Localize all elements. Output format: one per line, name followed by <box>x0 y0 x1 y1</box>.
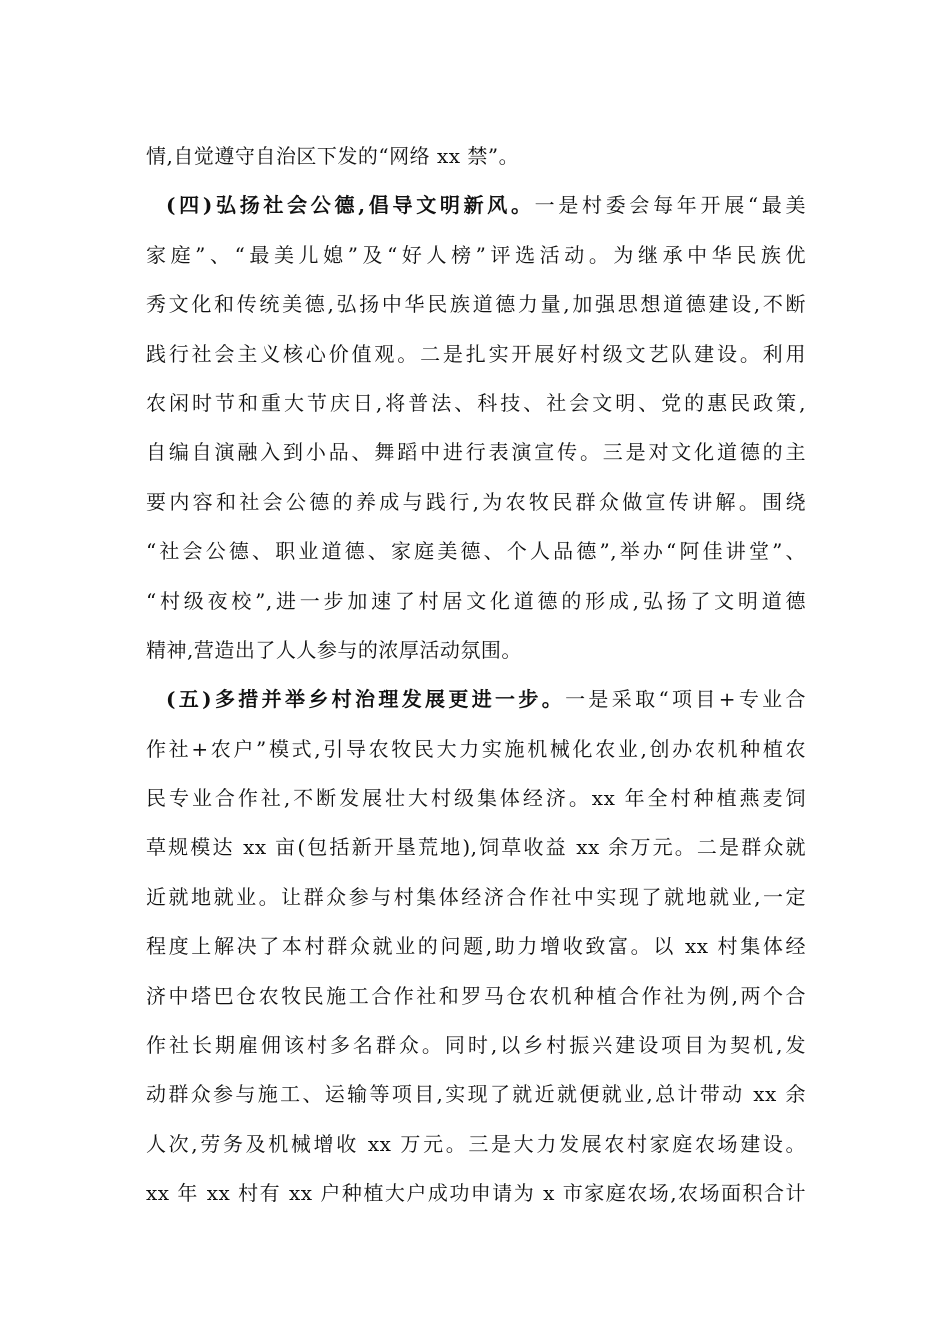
text-line <box>146 873 806 922</box>
text-line <box>146 1021 806 1070</box>
paragraph-heading-line <box>146 181 806 230</box>
line-text: 农闲时节和重大节庆日,将普法、科技、社会文明、党的惠民政策, <box>146 390 806 415</box>
line-text: 程度上解决了本村群众就业的问题,助力增收致富。以 xx 村集体经 <box>146 934 806 959</box>
line-text: 人次,劳务及机械增收 xx 万元。三是大力发展农村家庭农场建设。 <box>146 1131 806 1156</box>
line-text: 动群众参与施工、运输等项目,实现了就近就便就业,总计带动 xx 余 <box>146 1082 806 1107</box>
text-line <box>146 577 806 626</box>
document-body <box>146 132 806 1219</box>
line-text: 一是采取“项目+专业合 <box>565 687 806 712</box>
line-text: 精神,营造出了人人参与的浓厚活动氛围。 <box>146 637 522 662</box>
line-text: 自编自演融入到小品、舞蹈中进行表演宣传。三是对文化道德的主 <box>146 440 806 465</box>
line-text: 一是村委会每年开展“最美 <box>534 193 806 218</box>
text-line <box>146 330 806 379</box>
text-line <box>146 922 806 971</box>
section-heading: (四)弘扬社会公德,倡导文明新风。 <box>166 193 535 218</box>
text-line <box>146 725 806 774</box>
text-line <box>146 231 806 280</box>
text-line <box>146 1120 806 1169</box>
line-text: “村级夜校”,进一步加速了村居文化道德的形成,弘扬了文明道德 <box>146 588 806 613</box>
text-line <box>146 1169 806 1218</box>
line-text: 家庭”、“最美儿媳”及“好人榜”评选活动。为继承中华民族优 <box>146 242 806 267</box>
section-heading: (五)多措并举乡村治理发展更进一步。 <box>166 687 566 712</box>
line-text: 草规模达 xx 亩(包括新开垦荒地),饲草收益 xx 余万元。二是群众就 <box>146 835 806 860</box>
text-line <box>146 527 806 576</box>
text-line <box>146 478 806 527</box>
line-text: 济中塔巴仓农牧民施工合作社和罗马仓农机种植合作社为例,两个合 <box>146 983 806 1008</box>
line-text: 要内容和社会公德的养成与践行,为农牧民群众做宣传讲解。围绕 <box>146 489 806 514</box>
line-text: 情,自觉遵守自治区下发的“网络 xx 禁”。 <box>146 144 520 168</box>
text-line <box>146 626 806 675</box>
line-text: xx 年 xx 村有 xx 户种植大户成功申请为 x 市家庭农场,农场面积合计 <box>146 1181 806 1206</box>
line-text: 践行社会主义核心价值观。二是扎实开展好村级文艺队建设。利用 <box>146 341 806 366</box>
paragraph-heading-line <box>146 675 806 724</box>
text-line <box>146 132 806 181</box>
line-text: 民专业合作社,不断发展壮大村级集体经济。xx 年全村种植燕麦饲 <box>146 786 806 811</box>
text-line <box>146 823 806 872</box>
text-line <box>146 428 806 477</box>
line-text: 近就地就业。让群众参与村集体经济合作社中实现了就地就业,一定 <box>146 884 806 909</box>
text-line <box>146 774 806 823</box>
line-text: 作社+农户”模式,引导农牧民大力实施机械化农业,创办农机种植农 <box>146 736 806 761</box>
text-line <box>146 972 806 1021</box>
text-line <box>146 280 806 329</box>
line-text: 秀文化和传统美德,弘扬中华民族道德力量,加强思想道德建设,不断 <box>146 292 806 317</box>
line-text: “社会公德、职业道德、家庭美德、个人品德”,举办“阿佳讲堂”、 <box>146 539 806 564</box>
text-line <box>146 1070 806 1119</box>
line-text: 作社长期雇佣该村多名群众。同时,以乡村振兴建设项目为契机,发 <box>146 1033 806 1058</box>
text-line <box>146 379 806 428</box>
